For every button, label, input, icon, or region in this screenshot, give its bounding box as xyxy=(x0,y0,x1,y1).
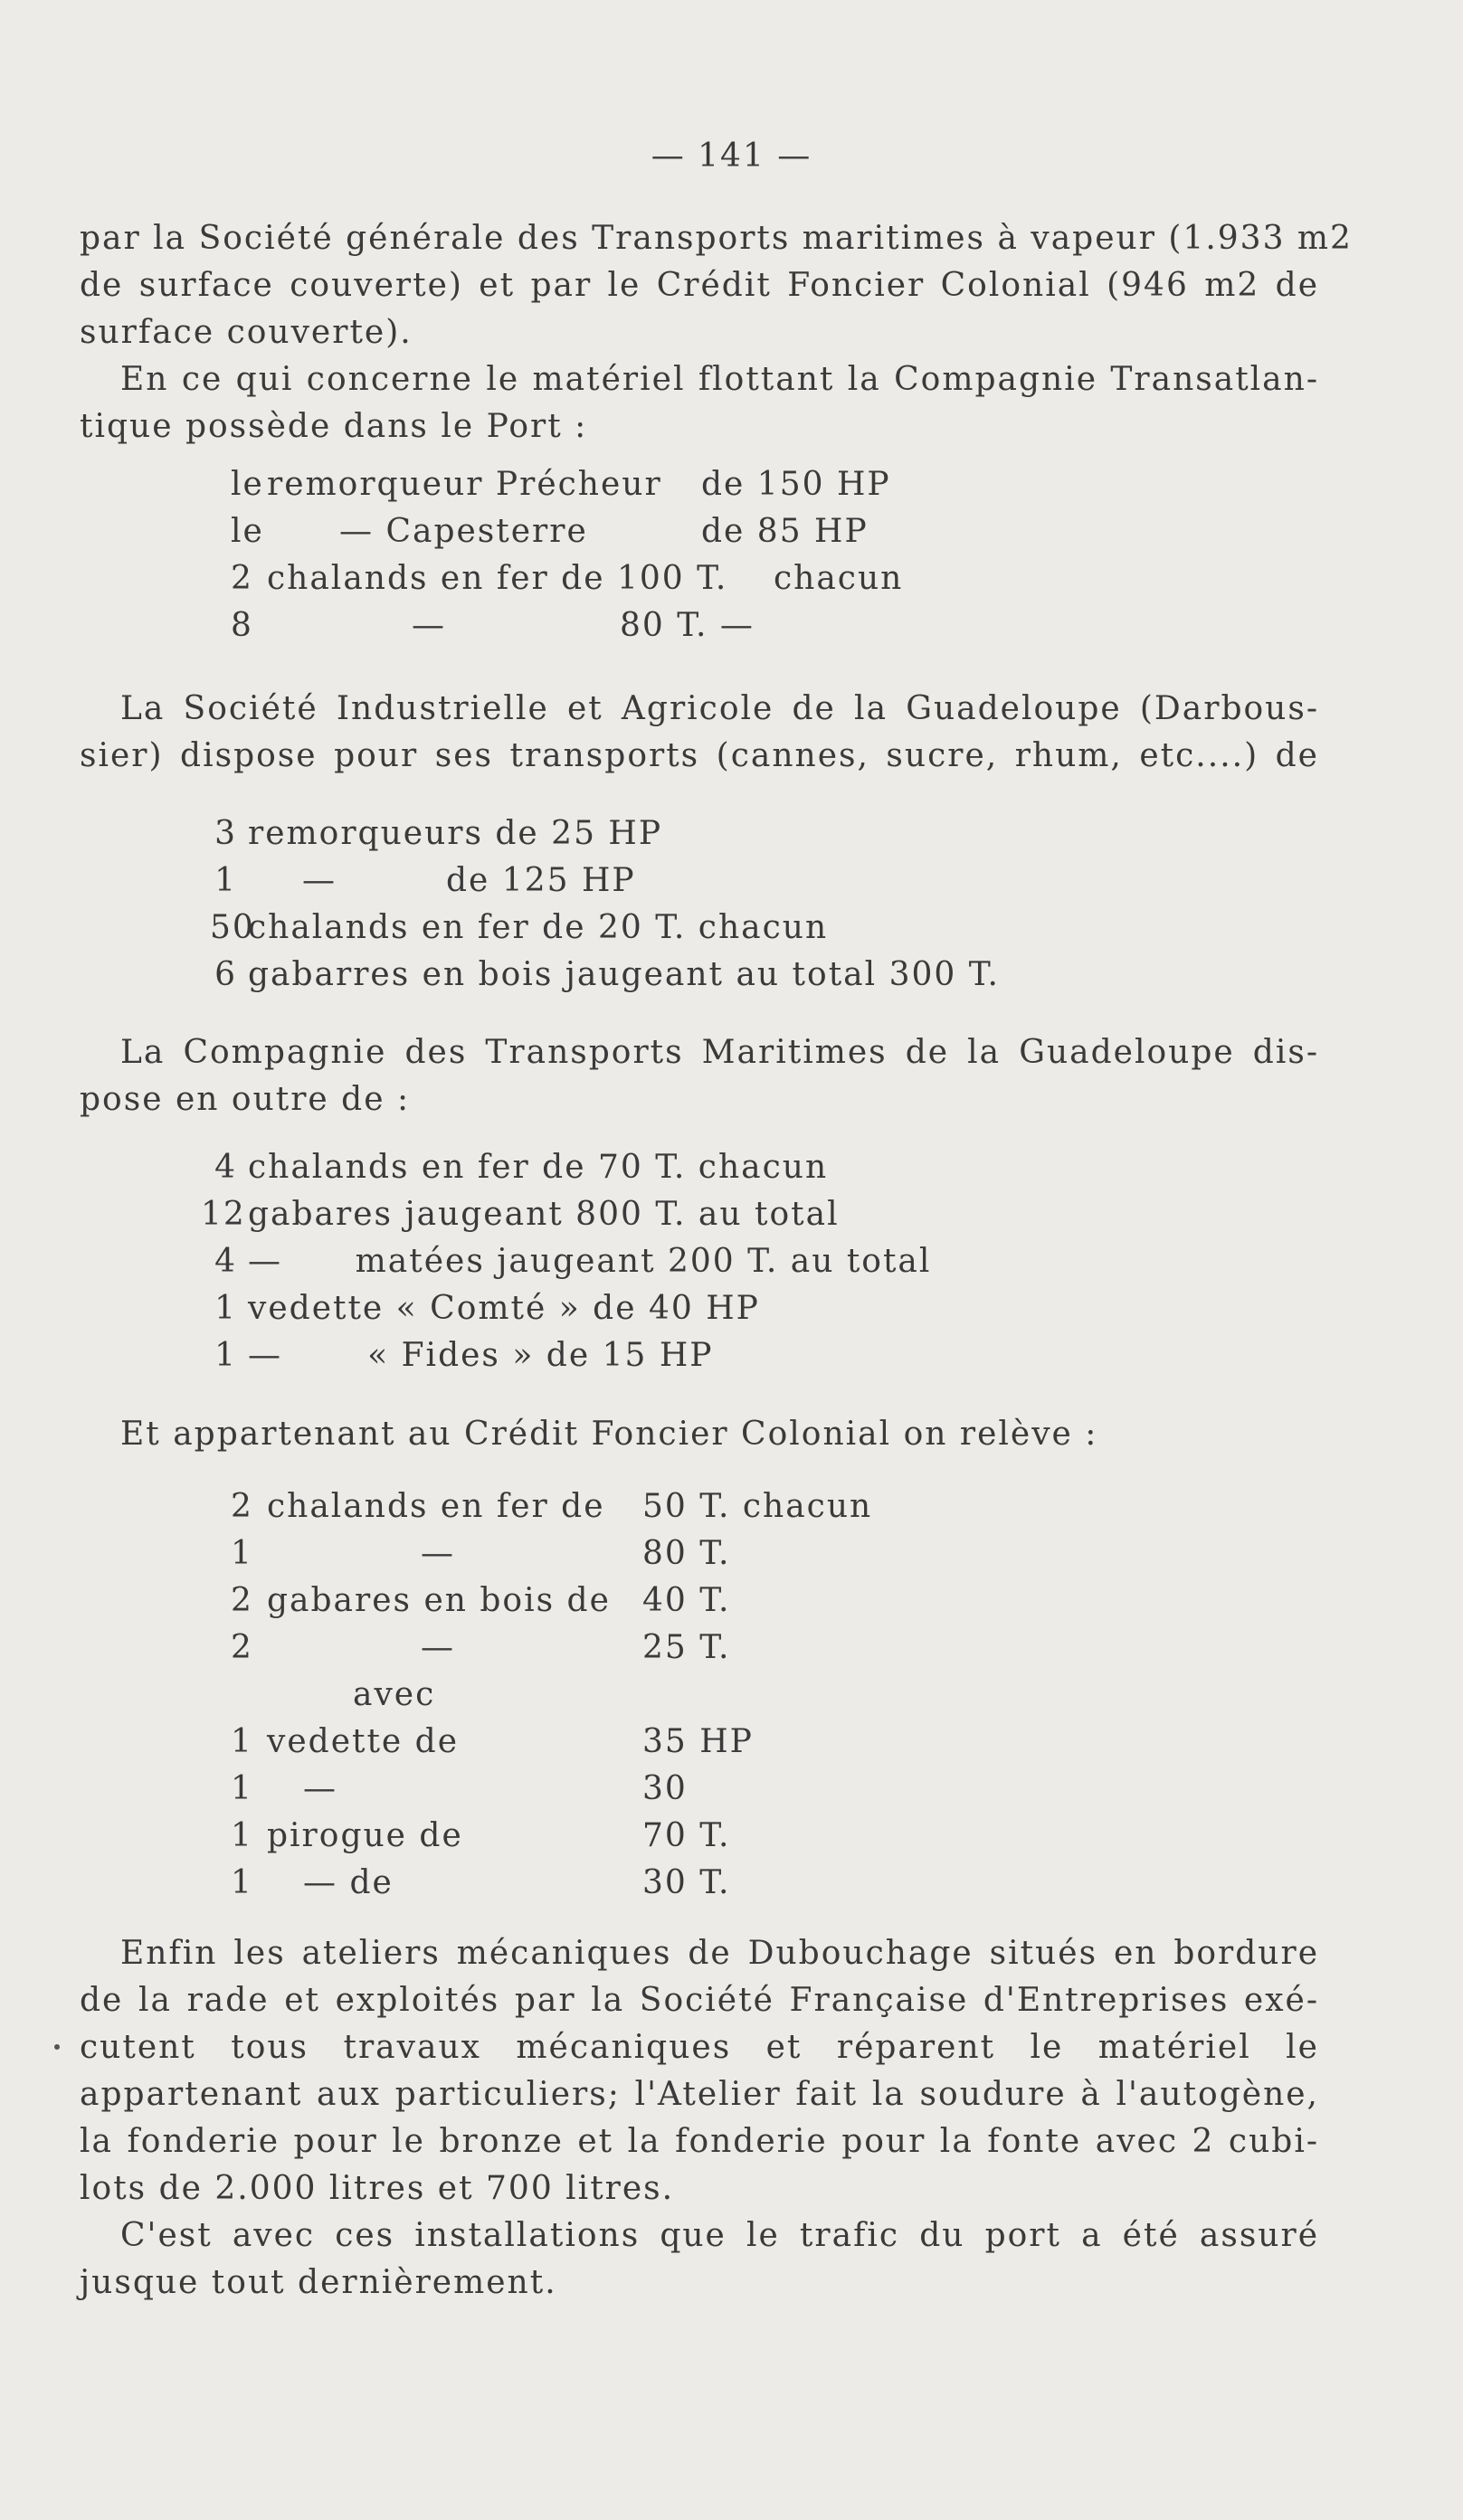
item-desc: chalands en fer de 70 T. chacun xyxy=(248,1149,829,1186)
item-qty: 2 xyxy=(231,1582,253,1619)
list-item xyxy=(231,1530,872,1577)
list-item xyxy=(231,1483,872,1530)
item-desc: — xyxy=(421,1535,455,1572)
item-desc: gabarres en bois jaugeant au total 300 T. xyxy=(248,956,1000,993)
item-qty: 2 xyxy=(231,560,253,597)
text-line: En ce qui concerne le matériel flottant la Compagnie Transatlan- xyxy=(120,361,1319,398)
text-line: pose en outre de : xyxy=(80,1081,411,1118)
item-value: chacun xyxy=(774,560,904,597)
item-desc: pirogue de xyxy=(267,1817,463,1854)
item-qty: le xyxy=(231,466,264,503)
text-line: la fonderie pour le bronze et la fonderie pour la fonte avec 2 cubi- xyxy=(80,2123,1319,2160)
paragraph-7 xyxy=(80,2212,1319,2307)
item-qty: 1 xyxy=(231,1817,253,1854)
item-desc: — de xyxy=(303,1864,394,1901)
item-desc: — xyxy=(412,607,446,644)
paragraph-3 xyxy=(80,686,1319,780)
item-qty: 1 xyxy=(231,1770,253,1807)
list-item xyxy=(231,602,903,649)
item-qty: 4 xyxy=(214,1243,237,1280)
text-line: La Compagnie des Transports Maritimes de la Guadeloupe dis- xyxy=(120,1034,1319,1071)
list-item xyxy=(231,508,903,555)
list-item xyxy=(210,810,1000,857)
text-line: La Société Industrielle et Agricole de la Guadeloupe (Darbous- xyxy=(120,690,1319,727)
item-qty: 1 xyxy=(231,1535,253,1572)
item-qty: 1 xyxy=(214,1337,237,1374)
item-desc: remorqueur Précheur xyxy=(267,466,662,503)
item-qty: le xyxy=(231,513,264,550)
text-line: sier) dispose pour ses transports (cannes, sucre, rhum, etc....) de xyxy=(80,737,1319,774)
item-qty: 1 xyxy=(214,862,237,899)
item-desc: vedette de xyxy=(267,1723,460,1760)
item-desc: vedette « Comté » de 40 HP xyxy=(248,1290,760,1327)
list-item xyxy=(201,1238,931,1285)
text-line: surface couverte). xyxy=(80,314,413,351)
list-item xyxy=(231,1672,872,1719)
item-qty xyxy=(231,1672,267,1719)
paragraph-6 xyxy=(80,1930,1319,2212)
item-qty: 2 xyxy=(231,1488,253,1525)
item-value: de 85 HP xyxy=(701,513,869,550)
item-value: 70 T. xyxy=(642,1817,731,1854)
item-value: 80 T. xyxy=(642,1535,731,1572)
list-transatlantique xyxy=(231,461,903,649)
item-qty: 1 xyxy=(231,1864,253,1901)
list-darboussier xyxy=(210,810,1000,999)
paragraph-1 xyxy=(80,215,1353,356)
item-value: 40 T. xyxy=(642,1582,731,1619)
list-transports-maritimes xyxy=(201,1144,931,1379)
item-qty: 8 xyxy=(231,607,253,644)
text-line: jusque tout dernièrement. xyxy=(80,2264,557,2301)
list-credit-foncier xyxy=(231,1483,872,1907)
item-desc: — xyxy=(421,1629,455,1666)
list-item xyxy=(210,952,1000,999)
item-value: 50 T. chacun xyxy=(642,1488,873,1525)
list-item xyxy=(201,1144,931,1191)
item-value: 25 T. xyxy=(642,1629,731,1666)
page-number: — 141 — xyxy=(651,137,812,175)
item-value: 30 xyxy=(642,1770,688,1807)
text-line: lots de 2.000 litres et 700 litres. xyxy=(80,2170,675,2207)
item-qty: 50 xyxy=(210,909,255,946)
item-desc: avec xyxy=(353,1676,436,1713)
list-item xyxy=(201,1191,931,1238)
text-line: Et appartenant au Crédit Foncier Colonial on relève : xyxy=(120,1416,1098,1453)
text-line: cutent tous travaux mécaniques et réparent le matériel le xyxy=(80,2029,1319,2066)
item-desc: remorqueurs de 25 HP xyxy=(248,815,663,852)
list-item xyxy=(231,555,903,602)
text-line: par la Société générale des Transports maritimes à vapeur (1.933 m2 xyxy=(80,220,1353,257)
list-item xyxy=(231,1860,872,1907)
list-item xyxy=(210,857,1000,905)
list-item xyxy=(231,1766,872,1813)
item-desc: chalands en fer de xyxy=(267,1488,605,1525)
list-item xyxy=(201,1285,931,1332)
item-qty: 3 xyxy=(214,815,237,852)
item-desc: — de 125 HP xyxy=(302,862,636,899)
paragraph-2 xyxy=(80,356,1319,450)
item-desc: gabares en bois de xyxy=(267,1582,611,1619)
item-qty: 4 xyxy=(214,1149,237,1186)
item-qty: 2 xyxy=(231,1629,253,1666)
item-qty: 12 xyxy=(201,1196,246,1233)
list-item xyxy=(231,1719,872,1766)
list-item xyxy=(231,461,903,508)
item-desc: — « Fides » de 15 HP xyxy=(248,1337,714,1374)
paragraph-5 xyxy=(80,1411,1319,1458)
item-value: 80 T. — xyxy=(620,607,755,644)
text-line: de la rade et exploités par la Société Française d'Entreprises exé- xyxy=(80,1982,1319,2019)
item-desc: — matées jaugeant 200 T. au total xyxy=(248,1243,932,1280)
item-desc: — Capesterre xyxy=(339,513,588,550)
list-item xyxy=(210,905,1000,952)
item-qty: 6 xyxy=(214,956,237,993)
list-item xyxy=(231,1625,872,1672)
item-value: de 150 HP xyxy=(701,466,891,503)
item-desc: chalands en fer de 20 T. chacun xyxy=(248,909,829,946)
text-line: tique possède dans le Port : xyxy=(80,408,588,445)
item-value: 35 HP xyxy=(642,1723,754,1760)
item-desc: chalands en fer de 100 T. xyxy=(267,560,728,597)
list-item xyxy=(231,1813,872,1860)
paragraph-4 xyxy=(80,1029,1319,1123)
list-item xyxy=(201,1332,931,1379)
text-line: appartenant aux particuliers; l'Atelier fait la soudure à l'autogène, xyxy=(80,2076,1319,2113)
text-line: Enfin les ateliers mécaniques de Dubouchage situés en bordure xyxy=(120,1935,1319,1972)
text-line: C'est avec ces installations que le trafic du port a été assuré xyxy=(120,2217,1319,2254)
item-desc: gabares jaugeant 800 T. au total xyxy=(248,1196,840,1233)
item-qty: 1 xyxy=(214,1290,237,1327)
list-item xyxy=(231,1577,872,1625)
item-qty: 1 xyxy=(231,1723,253,1760)
margin-mark xyxy=(54,2044,60,2050)
item-value: 30 T. xyxy=(642,1864,731,1901)
text-line: de surface couverte) et par le Crédit Foncier Colonial (946 m2 de xyxy=(80,267,1319,304)
item-desc: — xyxy=(303,1770,337,1807)
